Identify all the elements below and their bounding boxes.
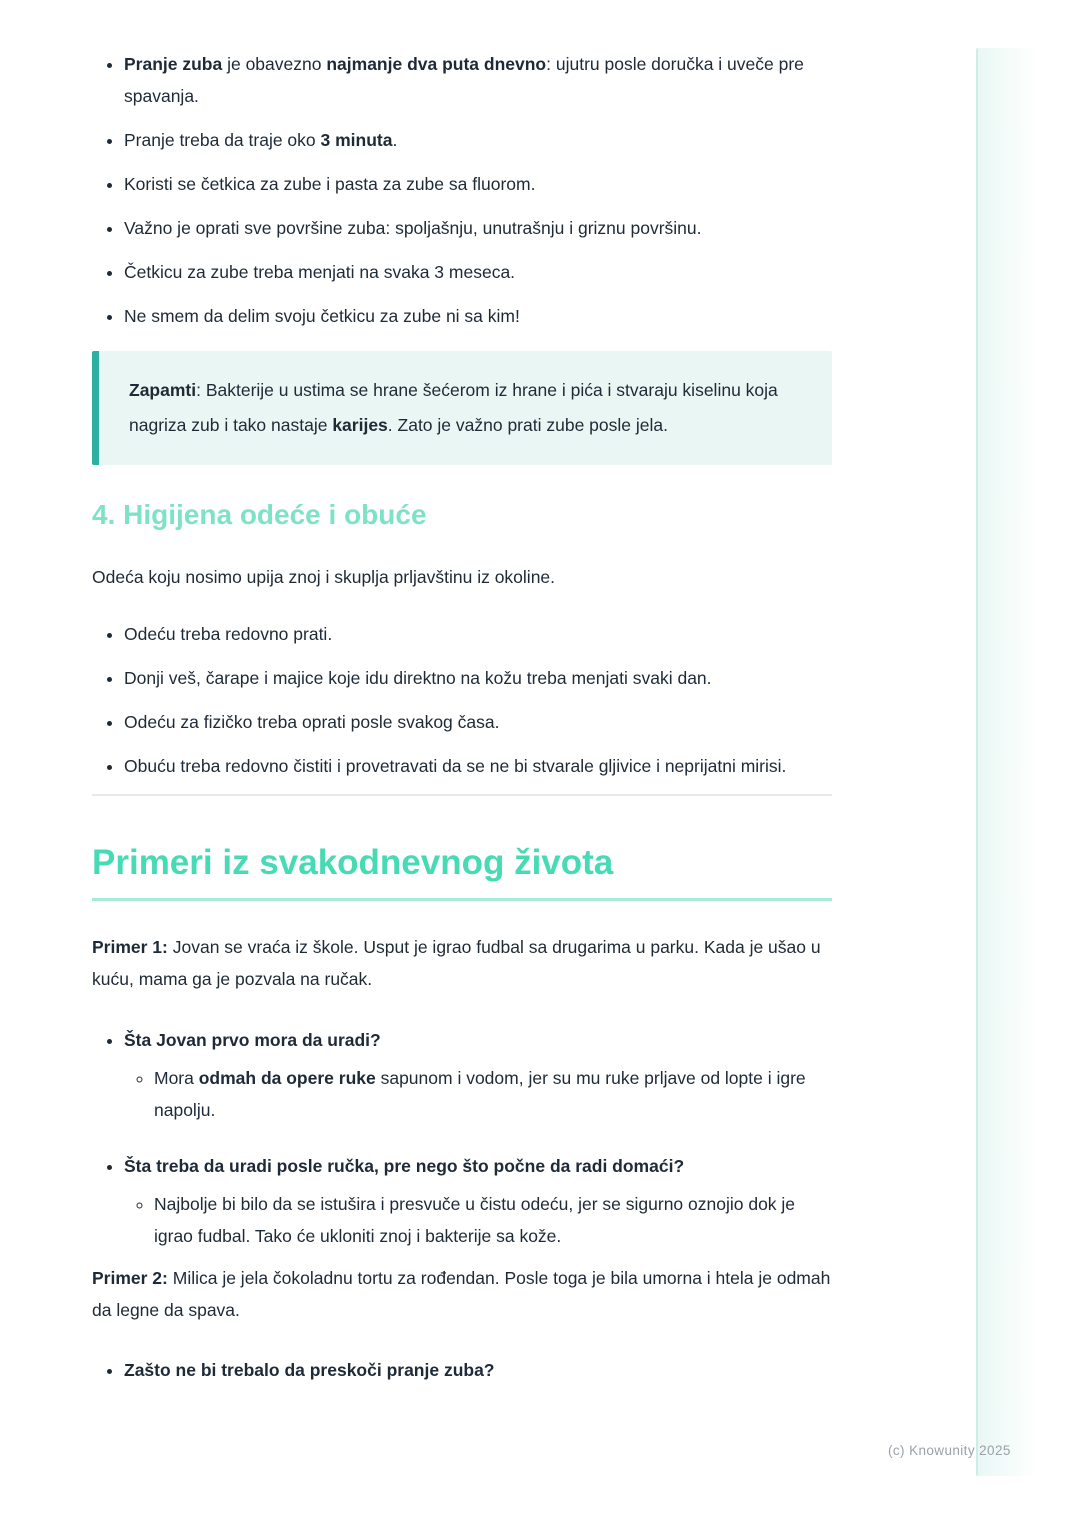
list-item: [124, 212, 832, 244]
list-item: • Odeću treba redovno prati.: [124, 618, 832, 650]
list-item: • Obuću treba redovno čistiti i provetravati da se ne bi stvarale gljivice i neprijatni mirisi.: [124, 750, 832, 782]
text: Jovan se vraća iz škole. Usput je igrao fudbal sa drugarima u parku. Kada je ušao u kuću, mama ga je pozvala na ručak.: [92, 937, 821, 989]
text: Najbolje bi bilo da se istušira i presvuče u čistu odeću, jer se sigurno oznojio dok je igrao fudbal. Tako će ukloniti znoj i bakterije sa kože.: [154, 1194, 796, 1246]
text: je obavezno: [222, 54, 327, 74]
text: Pranje treba da traje oko: [124, 130, 321, 150]
text: Ne smem da delim svoju četkicu za zube ni sa kim!: [124, 306, 520, 326]
text: Milica je jela čokoladnu tortu za rođendan. Posle toga je bila umorna i htela je odmah da legne da spava.: [92, 1268, 831, 1320]
primer1-label: Primer 1:: [92, 937, 168, 957]
text: Mora: [154, 1068, 199, 1088]
bold-text: odmah da opere ruke: [198, 1068, 376, 1088]
callout-label: Zapamti: [129, 380, 197, 400]
text: Četkicu za zube treba menjati na svaka 3 meseca.: [124, 262, 516, 282]
dental-hygiene-list: [92, 48, 832, 332]
question-item: [124, 1024, 832, 1126]
list-item: [124, 300, 832, 332]
list-item: [124, 256, 832, 288]
answer-list: [124, 1188, 832, 1252]
bold-text: najmanje dva puta dnevno: [326, 54, 547, 74]
section-heading-clothes-hygiene: 4. Higijena odeće i obuće: [92, 499, 427, 530]
section-divider: [92, 794, 832, 796]
text: Važno je oprati sve površine zuba: spoljašnju, unutrašnju i griznu površinu.: [124, 218, 702, 238]
question-text: Šta Jovan prvo mora da uradi?: [124, 1030, 381, 1050]
text: . Zato je važno prati zube posle jela.: [387, 415, 668, 435]
clothes-intro-paragraph: Odeća koju nosimo upija znoj i skuplja prljavštinu iz okoline.: [92, 567, 556, 587]
question-item: [124, 1354, 832, 1386]
answer-item: [154, 1062, 832, 1126]
primer1-question-list: [92, 1024, 832, 1252]
answer-list: [124, 1062, 832, 1126]
text: sapunom i vodom, jer su mu ruke prljave od lopte i igre napolju.: [154, 1068, 806, 1120]
copyright-watermark: (c) Knowunity 2025: [888, 1443, 1011, 1458]
text: : ujutru posle doručka i uveče pre spavanja.: [124, 54, 804, 106]
content-column: [92, 0, 832, 1386]
primer2-label: Primer 2:: [92, 1268, 168, 1288]
list-item: [124, 48, 832, 112]
bold-text: karijes: [332, 415, 388, 435]
list-item: [124, 124, 832, 156]
page-edge-accent-strip: [976, 48, 1035, 1476]
primer1-paragraph: [92, 931, 832, 995]
text: Koristi se četkica za zube i pasta za zube sa fluorom.: [124, 174, 536, 194]
bold-text: 3 minuta: [320, 130, 393, 150]
answer-item: [154, 1188, 832, 1252]
question-text: Šta treba da uradi posle ručka, pre nego što počne da radi domaći?: [124, 1156, 685, 1176]
list-item: [124, 168, 832, 200]
list-item: • Donji veš, čarape i majice koje idu direktno na kožu treba menjati svaki dan.: [124, 662, 832, 694]
question-text: Zašto ne bi trebalo da preskoči pranje zuba?: [124, 1360, 495, 1380]
text: .: [392, 130, 398, 150]
primer2-question-list: [92, 1354, 832, 1386]
zapamti-callout-box: [92, 351, 832, 465]
question-item: [124, 1150, 832, 1252]
clothes-hygiene-list: [92, 618, 832, 782]
list-item: • Odeću za fizičko treba oprati posle svakog časa.: [124, 706, 832, 738]
text: : Bakterije u ustima se hrane šećerom iz hrane i pića i stvaraju kiselinu koja nagriza zub i tako nastaje: [129, 380, 778, 435]
primer2-paragraph: [92, 1262, 832, 1326]
bold-text: Pranje zuba: [124, 54, 223, 74]
examples-page-title: Primeri iz svakodnevnog života: [92, 842, 832, 901]
